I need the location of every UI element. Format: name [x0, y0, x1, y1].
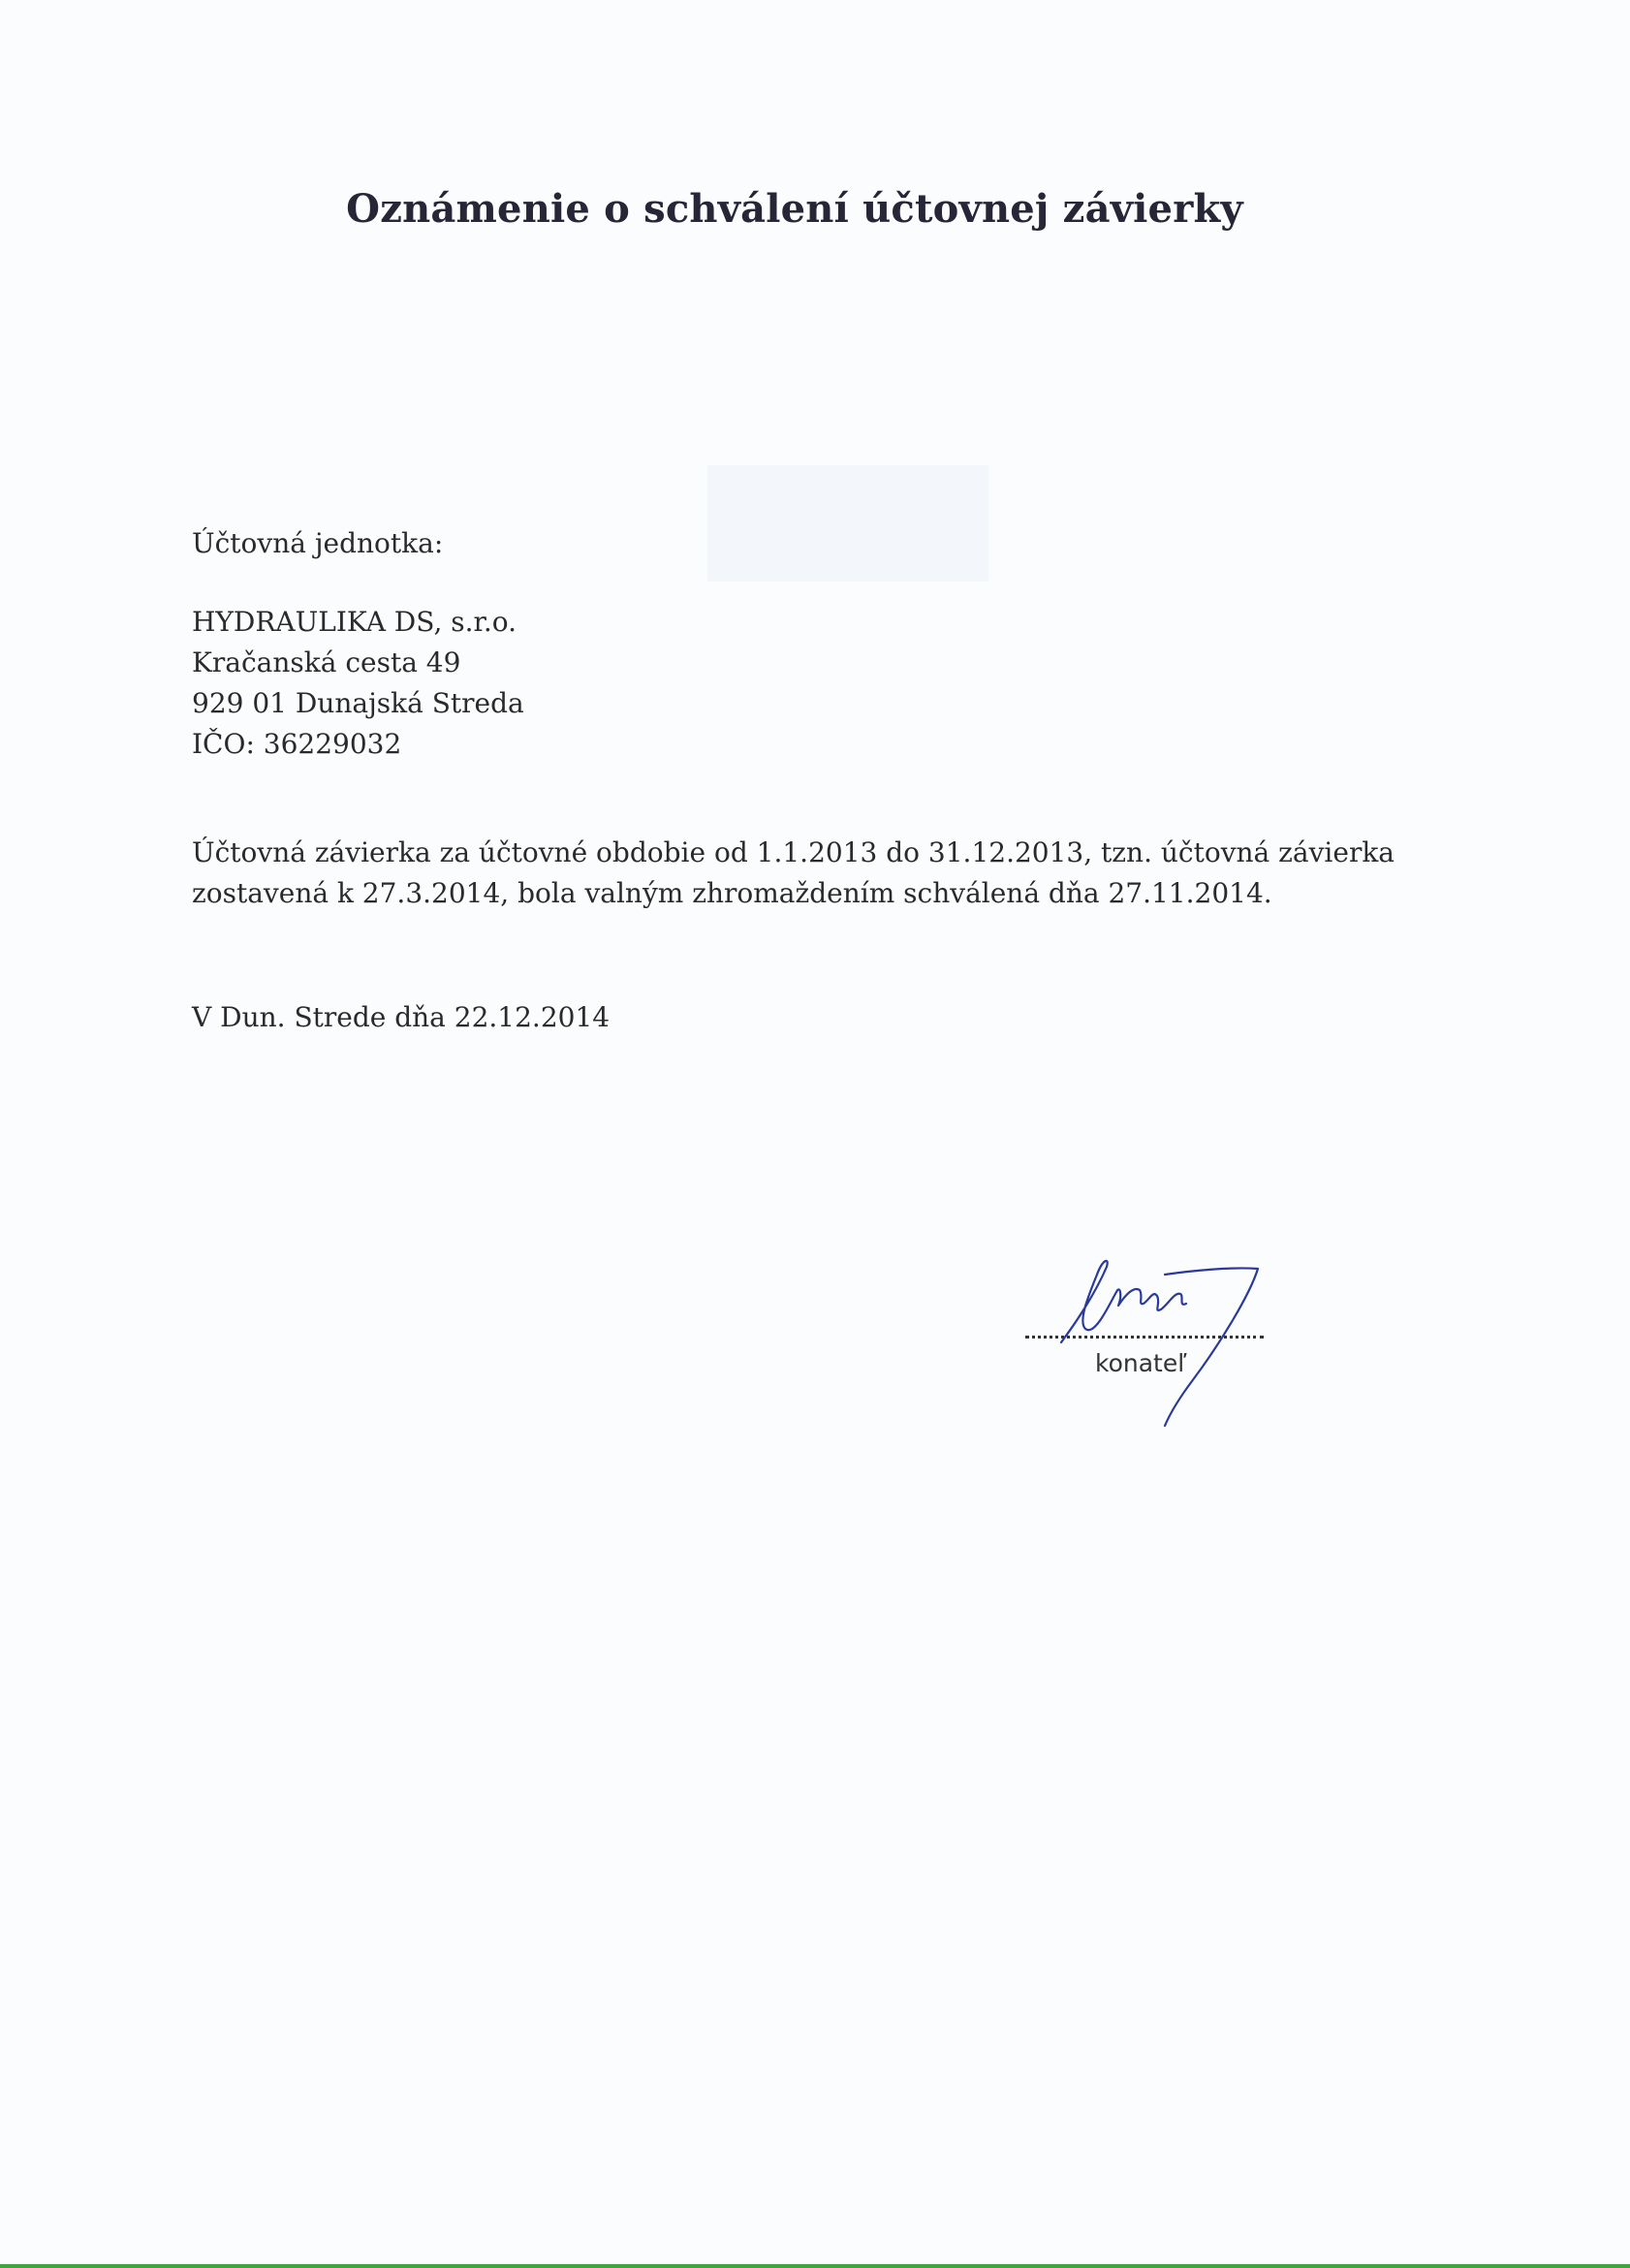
company-name: HYDRAULIKA DS, s.r.o.	[192, 606, 517, 638]
company-ico: IČO: 36229032	[192, 728, 402, 760]
handwritten-signature	[1056, 1245, 1308, 1430]
place-and-date: V Dun. Strede dňa 22.12.2014	[192, 1001, 611, 1033]
document-title: Oznámenie o schválení účtovnej závierky	[346, 186, 1243, 232]
statement-line: zostavená k 27.3.2014, bola valným zhromaždením schválená dňa 27.11.2014.	[192, 877, 1272, 909]
company-street: Kračanská cesta 49	[192, 646, 461, 678]
scan-shadow	[707, 465, 988, 582]
approval-statement	[192, 833, 1395, 914]
signatory-role: konateľ	[1095, 1349, 1187, 1377]
scan-edge	[0, 2264, 1630, 2268]
company-address	[192, 602, 524, 765]
statement-line: Účtovná závierka za účtovné obdobie od 1.1.2013 do 31.12.2013, tzn. účtovná závierka	[192, 836, 1395, 868]
company-city: 929 01 Dunajská Streda	[192, 687, 524, 719]
accounting-unit-label: Účtovná jednotka:	[192, 527, 444, 559]
